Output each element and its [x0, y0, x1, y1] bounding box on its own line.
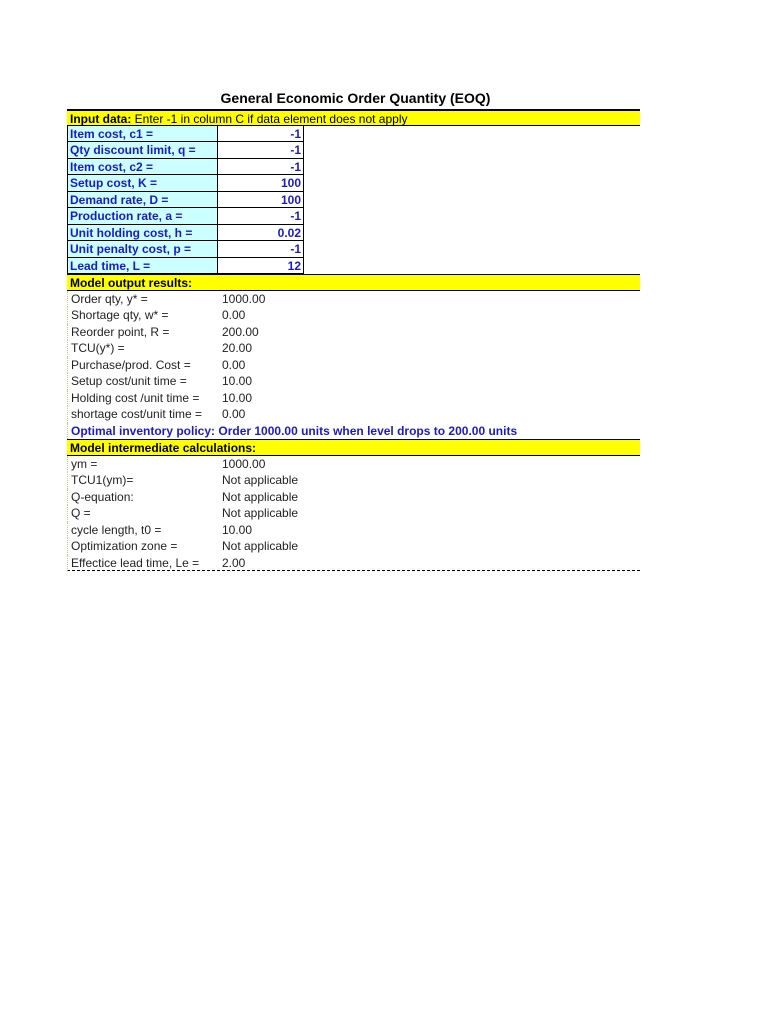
input-row [67, 159, 640, 176]
input-label: Production rate, a = [68, 208, 218, 225]
output-row [67, 390, 640, 407]
input-value-cell[interactable]: 0.02 [218, 225, 304, 242]
output-value: 0.00 [222, 357, 246, 372]
intermediate-row [67, 489, 640, 506]
output-results-header: Model output results: [67, 274, 640, 291]
intermediate-row [67, 522, 640, 539]
eoq-sheet [67, 88, 640, 571]
intermediate-row [67, 505, 640, 522]
intermediate-label: ym = [71, 456, 98, 471]
intermediate-row [67, 472, 640, 489]
output-label: Holding cost /unit time = [71, 390, 200, 405]
input-value-cell[interactable]: -1 [218, 159, 304, 176]
sheet-title: General Economic Order Quantity (EOQ) [220, 90, 491, 106]
input-value-cell[interactable]: -1 [218, 241, 304, 258]
intermediate-value: Not applicable [222, 506, 299, 520]
input-label: Unit holding cost, h = [68, 225, 218, 242]
input-row [67, 241, 640, 258]
intermediate-label: Effectice lead time, Le = [71, 555, 200, 570]
input-value-cell[interactable]: 100 [218, 192, 304, 209]
output-label: Shortage qty, w* = [71, 308, 169, 322]
input-data-header [67, 109, 640, 126]
intermediate-label: Q-equation: [71, 489, 134, 504]
intermediate-row [67, 456, 640, 473]
input-data-header-label: Input data: [70, 112, 132, 126]
output-value: 10.00 [222, 374, 253, 388]
output-label: shortage cost/unit time = [71, 407, 203, 421]
intermediate-value: Not applicable [222, 539, 299, 553]
intermediate-table [67, 456, 640, 572]
output-table [67, 291, 640, 423]
input-data-header-note: Enter -1 in column C if data element does not apply [131, 112, 408, 126]
input-label: Setup cost, K = [68, 175, 218, 192]
output-label: Reorder point, R = [71, 324, 170, 339]
output-value: 10.00 [222, 390, 253, 405]
input-row [67, 126, 640, 143]
input-value-cell[interactable]: -1 [218, 142, 304, 159]
intermediate-header: Model intermediate calculations: [67, 439, 640, 456]
output-label: TCU(y*) = [71, 341, 125, 355]
intermediate-row [67, 555, 640, 572]
intermediate-value: 10.00 [222, 522, 253, 537]
intermediate-value: 2.00 [222, 555, 246, 570]
output-label: Purchase/prod. Cost = [71, 357, 191, 372]
intermediate-label: Optimization zone = [71, 539, 178, 553]
input-label: Item cost, c1 = [68, 126, 218, 143]
input-value-cell[interactable]: -1 [218, 208, 304, 225]
intermediate-value: Not applicable [222, 473, 299, 487]
output-value: 0.00 [222, 407, 246, 421]
output-row [67, 307, 640, 324]
input-row [67, 225, 640, 242]
input-row [67, 258, 640, 275]
intermediate-label: Q = [71, 506, 91, 520]
output-row [67, 406, 640, 423]
output-row [67, 340, 640, 357]
intermediate-label: cycle length, t0 = [71, 522, 162, 537]
input-label: Lead time, L = [68, 258, 218, 275]
input-value-cell[interactable]: 100 [218, 175, 304, 192]
output-label: Setup cost/unit time = [71, 374, 187, 388]
intermediate-row [67, 538, 640, 555]
input-label: Qty discount limit, q = [68, 142, 218, 159]
input-value-cell[interactable]: 12 [218, 258, 304, 275]
input-row [67, 192, 640, 209]
intermediate-value: 1000.00 [222, 456, 266, 471]
output-value: 1000.00 [222, 291, 266, 306]
output-value: 0.00 [222, 308, 246, 322]
output-value: 200.00 [222, 324, 259, 339]
output-value: 20.00 [222, 341, 253, 355]
input-row [67, 142, 640, 159]
input-label: Unit penalty cost, p = [68, 241, 218, 258]
input-label: Item cost, c2 = [68, 159, 218, 176]
intermediate-value: Not applicable [222, 489, 299, 504]
output-row [67, 357, 640, 374]
input-row [67, 208, 640, 225]
input-label: Demand rate, D = [68, 192, 218, 209]
intermediate-label: TCU1(ym)= [71, 473, 134, 487]
input-value-cell[interactable]: -1 [218, 126, 304, 143]
input-table [67, 126, 640, 275]
output-row [67, 373, 640, 390]
input-row [67, 175, 640, 192]
output-row [67, 324, 640, 341]
output-row [67, 291, 640, 308]
optimal-policy-text: Optimal inventory policy: Order 1000.00 units when level drops to 200.00 units [67, 423, 640, 440]
output-label: Order qty, y* = [71, 291, 148, 306]
